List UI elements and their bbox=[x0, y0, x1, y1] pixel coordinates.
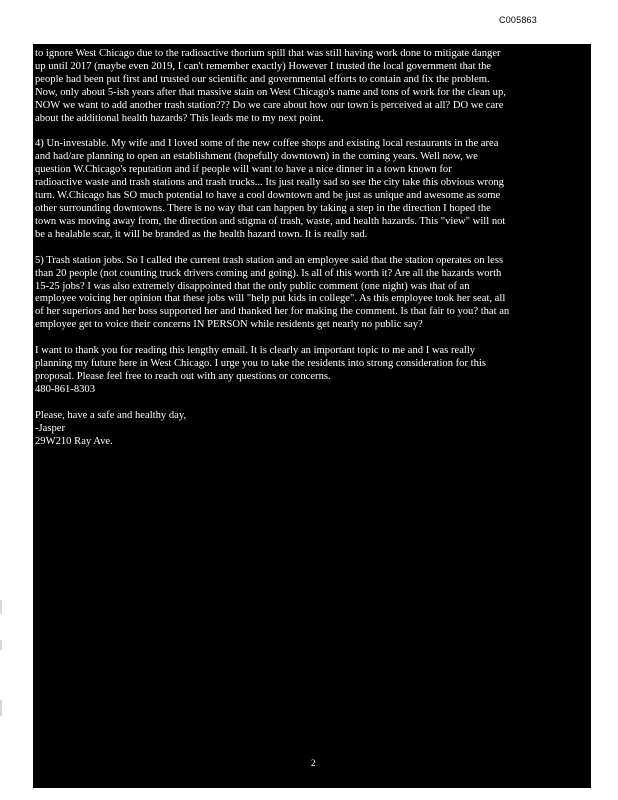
bates-number: C005863 bbox=[499, 15, 537, 25]
paragraph-thanks bbox=[35, 345, 587, 397]
signer-address: 29W210 Ray Ave. bbox=[35, 435, 113, 447]
closing-line: Please, have a safe and healthy day, bbox=[35, 409, 187, 421]
text-line: turn. W.Chicago has SO much potential to have a cool downtown and be just as unique and awesome as some bbox=[35, 190, 501, 202]
page-number: 2 bbox=[311, 758, 316, 768]
text-line: radioactive waste and trash stations and trash trucks... Its just really sad so see the city take this obvious wrong bbox=[35, 177, 504, 189]
signer-name: -Jasper bbox=[35, 422, 66, 434]
text-line: about the additional health hazards? This leads me to my next point. bbox=[35, 112, 324, 124]
text-line: be a healable scar, it will be branded as the health hazard town. It is really sad. bbox=[35, 228, 368, 240]
text-line: than 20 people (not counting truck drivers coming and going). Is all of this worth it? Are all the hazards worth bbox=[35, 267, 502, 279]
text-line: 5) Trash station jobs. So I called the current trash station and an employee said that the station operates on less bbox=[35, 254, 504, 266]
text-line: I want to thank you for reading this lengthy email. It is clearly an important topic to me and I was really bbox=[35, 345, 476, 357]
paragraph-point-4 bbox=[35, 138, 587, 241]
text-line: 15-25 jobs? I was also extremely disappointed that the only public comment (one night) was that of an bbox=[35, 280, 470, 292]
text-line: employee voicing her opinion that these jobs will "help put kids in college". As this employee took her seat, all bbox=[35, 293, 506, 305]
text-line: Now, only about 5-ish years after that massive stain on West Chicago's name and tons of work for the clean up, bbox=[35, 86, 506, 98]
text-line: up until 2017 (maybe even 2019, I can't remember exactly) However I trusted the local government that the bbox=[35, 60, 492, 72]
text-line: people had been put first and trusted our scientific and governmental efforts to contain and fix the problem. bbox=[35, 73, 490, 85]
scan-edge-mark bbox=[0, 640, 2, 650]
text-line: NOW we want to add another trash station??? Do we care about how our town is perceived at all? DO we care bbox=[35, 99, 504, 111]
text-line: and had/are planning to open an establishment (hopefully downtown) in the coming years. Well now, we bbox=[35, 151, 478, 163]
text-line: other surrounding downtowns. There is no way that can happen by taking a step in the direction I hoped the bbox=[35, 202, 491, 214]
scan-edge-mark bbox=[0, 600, 2, 614]
text-line: of her superiors and her boss supported her and thanked her for making the comment. Is that fair to you? that an bbox=[35, 306, 510, 318]
text-line: to ignore West Chicago due to the radioactive thorium spill that was still having work done to mitigate danger bbox=[35, 48, 501, 59]
signature-block bbox=[35, 410, 587, 449]
phone-number: 480-861-8303 bbox=[35, 383, 96, 395]
text-line: proposal. Please feel free to reach out with any questions or concerns. bbox=[35, 370, 331, 382]
text-line: question W.Chicago's reputation and if people will want to have a nice dinner in a town known for bbox=[35, 164, 452, 176]
letter-text bbox=[35, 48, 587, 448]
scan-edge-mark bbox=[0, 700, 2, 716]
paragraph-point-5 bbox=[35, 255, 587, 332]
text-line: 4) Un-investable. My wife and I loved some of the new coffee shops and existing local restaurants in the area bbox=[35, 138, 499, 150]
text-line: town was moving away from, the direction and stigma of trash, waste, and health hazards. This "view" will not bbox=[35, 215, 506, 227]
paragraph-intro-continued bbox=[35, 48, 587, 125]
text-line: employee get to voice their concerns IN PERSON while residents get nearly no public say? bbox=[35, 319, 423, 331]
document-body bbox=[33, 44, 591, 763]
text-line: planning my future here in West Chicago. I urge you to take the residents into strong consideration for this bbox=[35, 358, 486, 370]
